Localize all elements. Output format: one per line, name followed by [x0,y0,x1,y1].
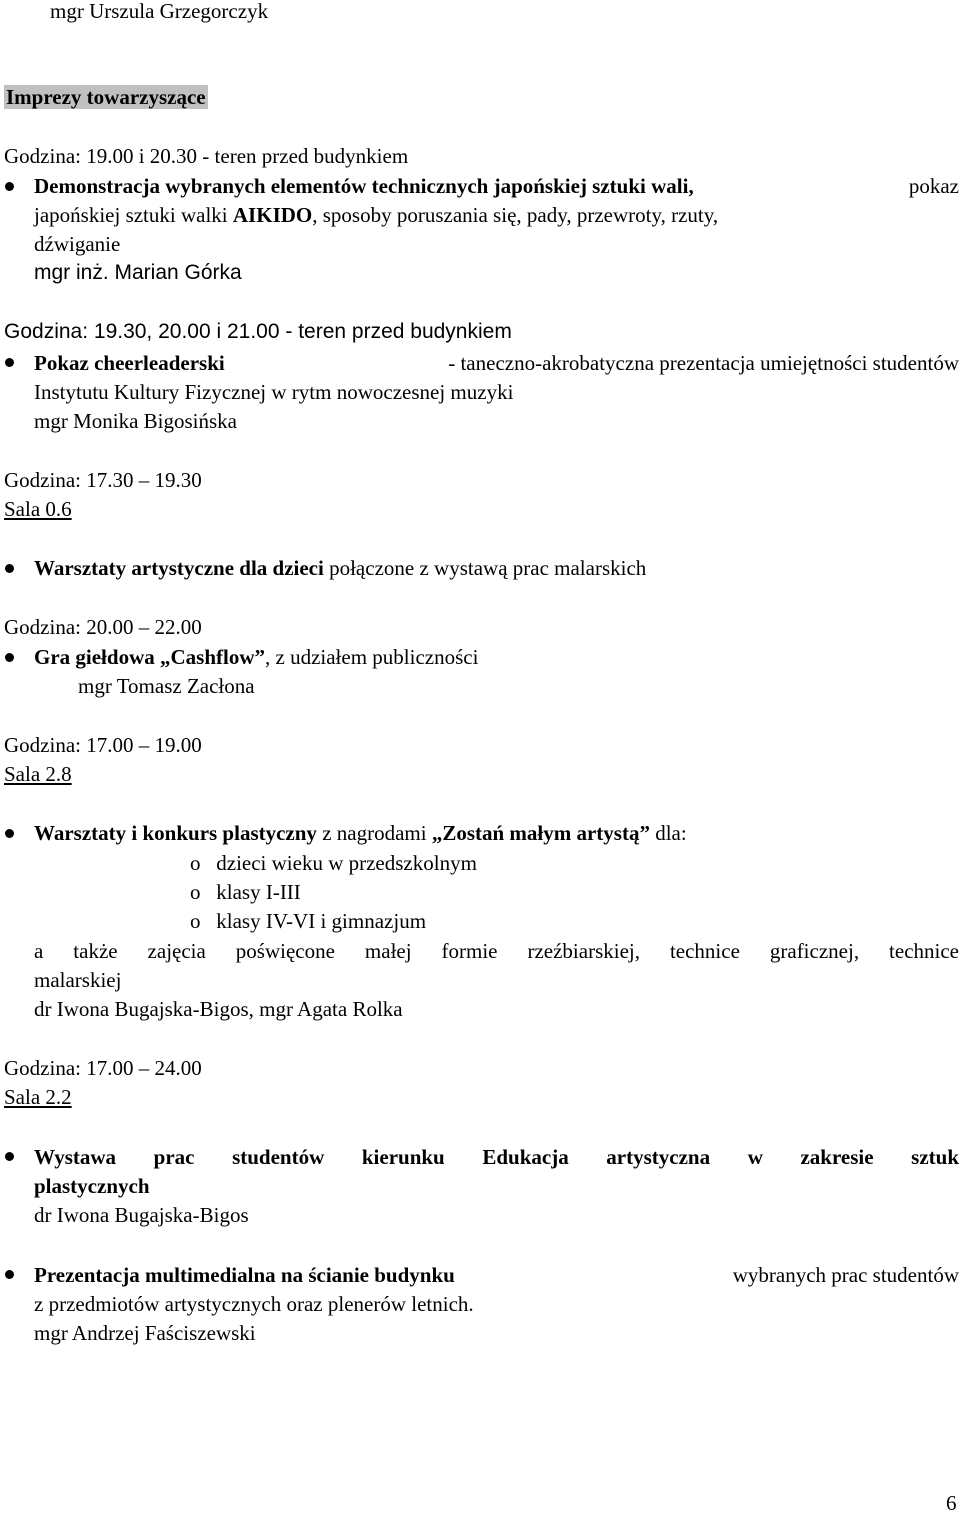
block4-title [34,644,478,670]
block2-line2: Instytutu Kultury Fizycznej w rytm nowoczesnej muzyki [34,380,514,404]
block6-title-line2: plastycznych [34,1174,150,1198]
block4-person: mgr Tomasz Zacłona [78,674,255,698]
block5-title-bold-b: „Zostań małym artystą” [431,821,650,845]
block2-time: Godzina: 19.30, 20.00 i 21.00 - teren przed budynkiem [4,320,512,343]
list-item-text: dzieci wieku w przedszkolnym [216,851,477,875]
block2-title [34,350,959,376]
block5-title-bold-a: Warsztaty i konkurs plastyczny [34,821,317,845]
block3-time: Godzina: 17.30 – 19.30 [4,468,202,492]
block6-room: Sala 2.2 [4,1085,72,1109]
block7-title-rest: wybranych prac studentów [727,1263,959,1287]
bullet-icon [5,182,14,191]
block5-extra-line2: malarskiej [34,968,122,992]
block1-title-rest: pokaz [908,174,959,198]
block2-title-rest: - taneczno-akrobatyczna prezentacja umiejętności studentów [442,351,959,375]
block7-title [34,1262,959,1288]
block1-line2-aikido: AIKIDO [232,203,313,227]
list-marker-icon: o [190,880,201,904]
block4-title-rest: , z udziałem publiczności [265,645,479,669]
bullet-icon [5,829,14,838]
list-item [190,908,426,934]
page-number: 6 [946,1491,957,1515]
block3-title [34,555,646,581]
list-item-text: klasy I-III [216,880,301,904]
block1-line2-a: japońskiej sztuki walki [34,203,233,227]
block7-title-bold: Prezentacja multimedialna na ścianie budynku [34,1263,455,1287]
block1-title-bold: Demonstracja wybranych elementów technicznych japońskiej sztuki wali, [34,174,694,198]
block1-person: mgr inż. Marian Górka [34,261,242,284]
block1-line3: dźwiganie [34,232,121,256]
block6-person: dr Iwona Bugajska-Bigos [34,1203,249,1227]
block5-extra-line1: a także zajęcia poświęcone małej formie rzeźbiarskiej, technice graficznej, technice [34,939,959,963]
block2-title-bold: Pokaz cheerleaderski [34,351,225,375]
bullet-icon [5,653,14,662]
block5-title [34,820,687,846]
bullet-icon [5,564,14,573]
block3-title-rest: połączone z wystawą prac malarskich [323,556,647,580]
block7-person: mgr Andrzej Faściszewski [34,1321,256,1345]
block4-time: Godzina: 20.00 – 22.00 [4,615,202,639]
list-item [190,879,301,905]
bullet-icon [5,1152,14,1161]
block3-room: Sala 0.6 [4,497,72,521]
block7-line2: z przedmiotów artystycznych oraz plenerów letnich. [34,1292,474,1316]
block5-time: Godzina: 17.00 – 19.00 [4,733,202,757]
bullet-icon [5,1270,14,1279]
block6-title-line1: Wystawa prac studentów kierunku Edukacja artystyczna w zakresie sztuk [34,1145,959,1169]
block3-title-bold: Warsztaty artystyczne dla dzieci [34,556,324,580]
block2-person: mgr Monika Bigosińska [34,409,237,433]
block1-line2 [34,202,959,228]
block5-room: Sala 2.8 [4,762,72,786]
block1-line2-c: , sposoby poruszania się, pady, przewroty, rzuty, [312,203,719,227]
section-title-text: Imprezy towarzyszące [6,85,206,109]
block6-time: Godzina: 17.00 – 24.00 [4,1056,202,1080]
bullet-icon [5,358,14,367]
list-marker-icon: o [190,909,201,933]
list-marker-icon: o [190,851,201,875]
header-author: mgr Urszula Grzegorczyk [50,0,269,23]
section-title [4,84,208,110]
block5-persons: dr Iwona Bugajska-Bigos, mgr Agata Rolka [34,997,403,1021]
block5-title-end: dla: [649,821,687,845]
block1-title [34,173,959,199]
list-item-text: klasy IV-VI i gimnazjum [216,909,427,933]
list-item [190,850,477,876]
block1-time: Godzina: 19.00 i 20.30 - teren przed budynkiem [4,144,409,168]
block4-title-bold: Gra giełdowa „Cashflow” [34,645,265,669]
block5-title-mid: z nagrodami [316,821,432,845]
